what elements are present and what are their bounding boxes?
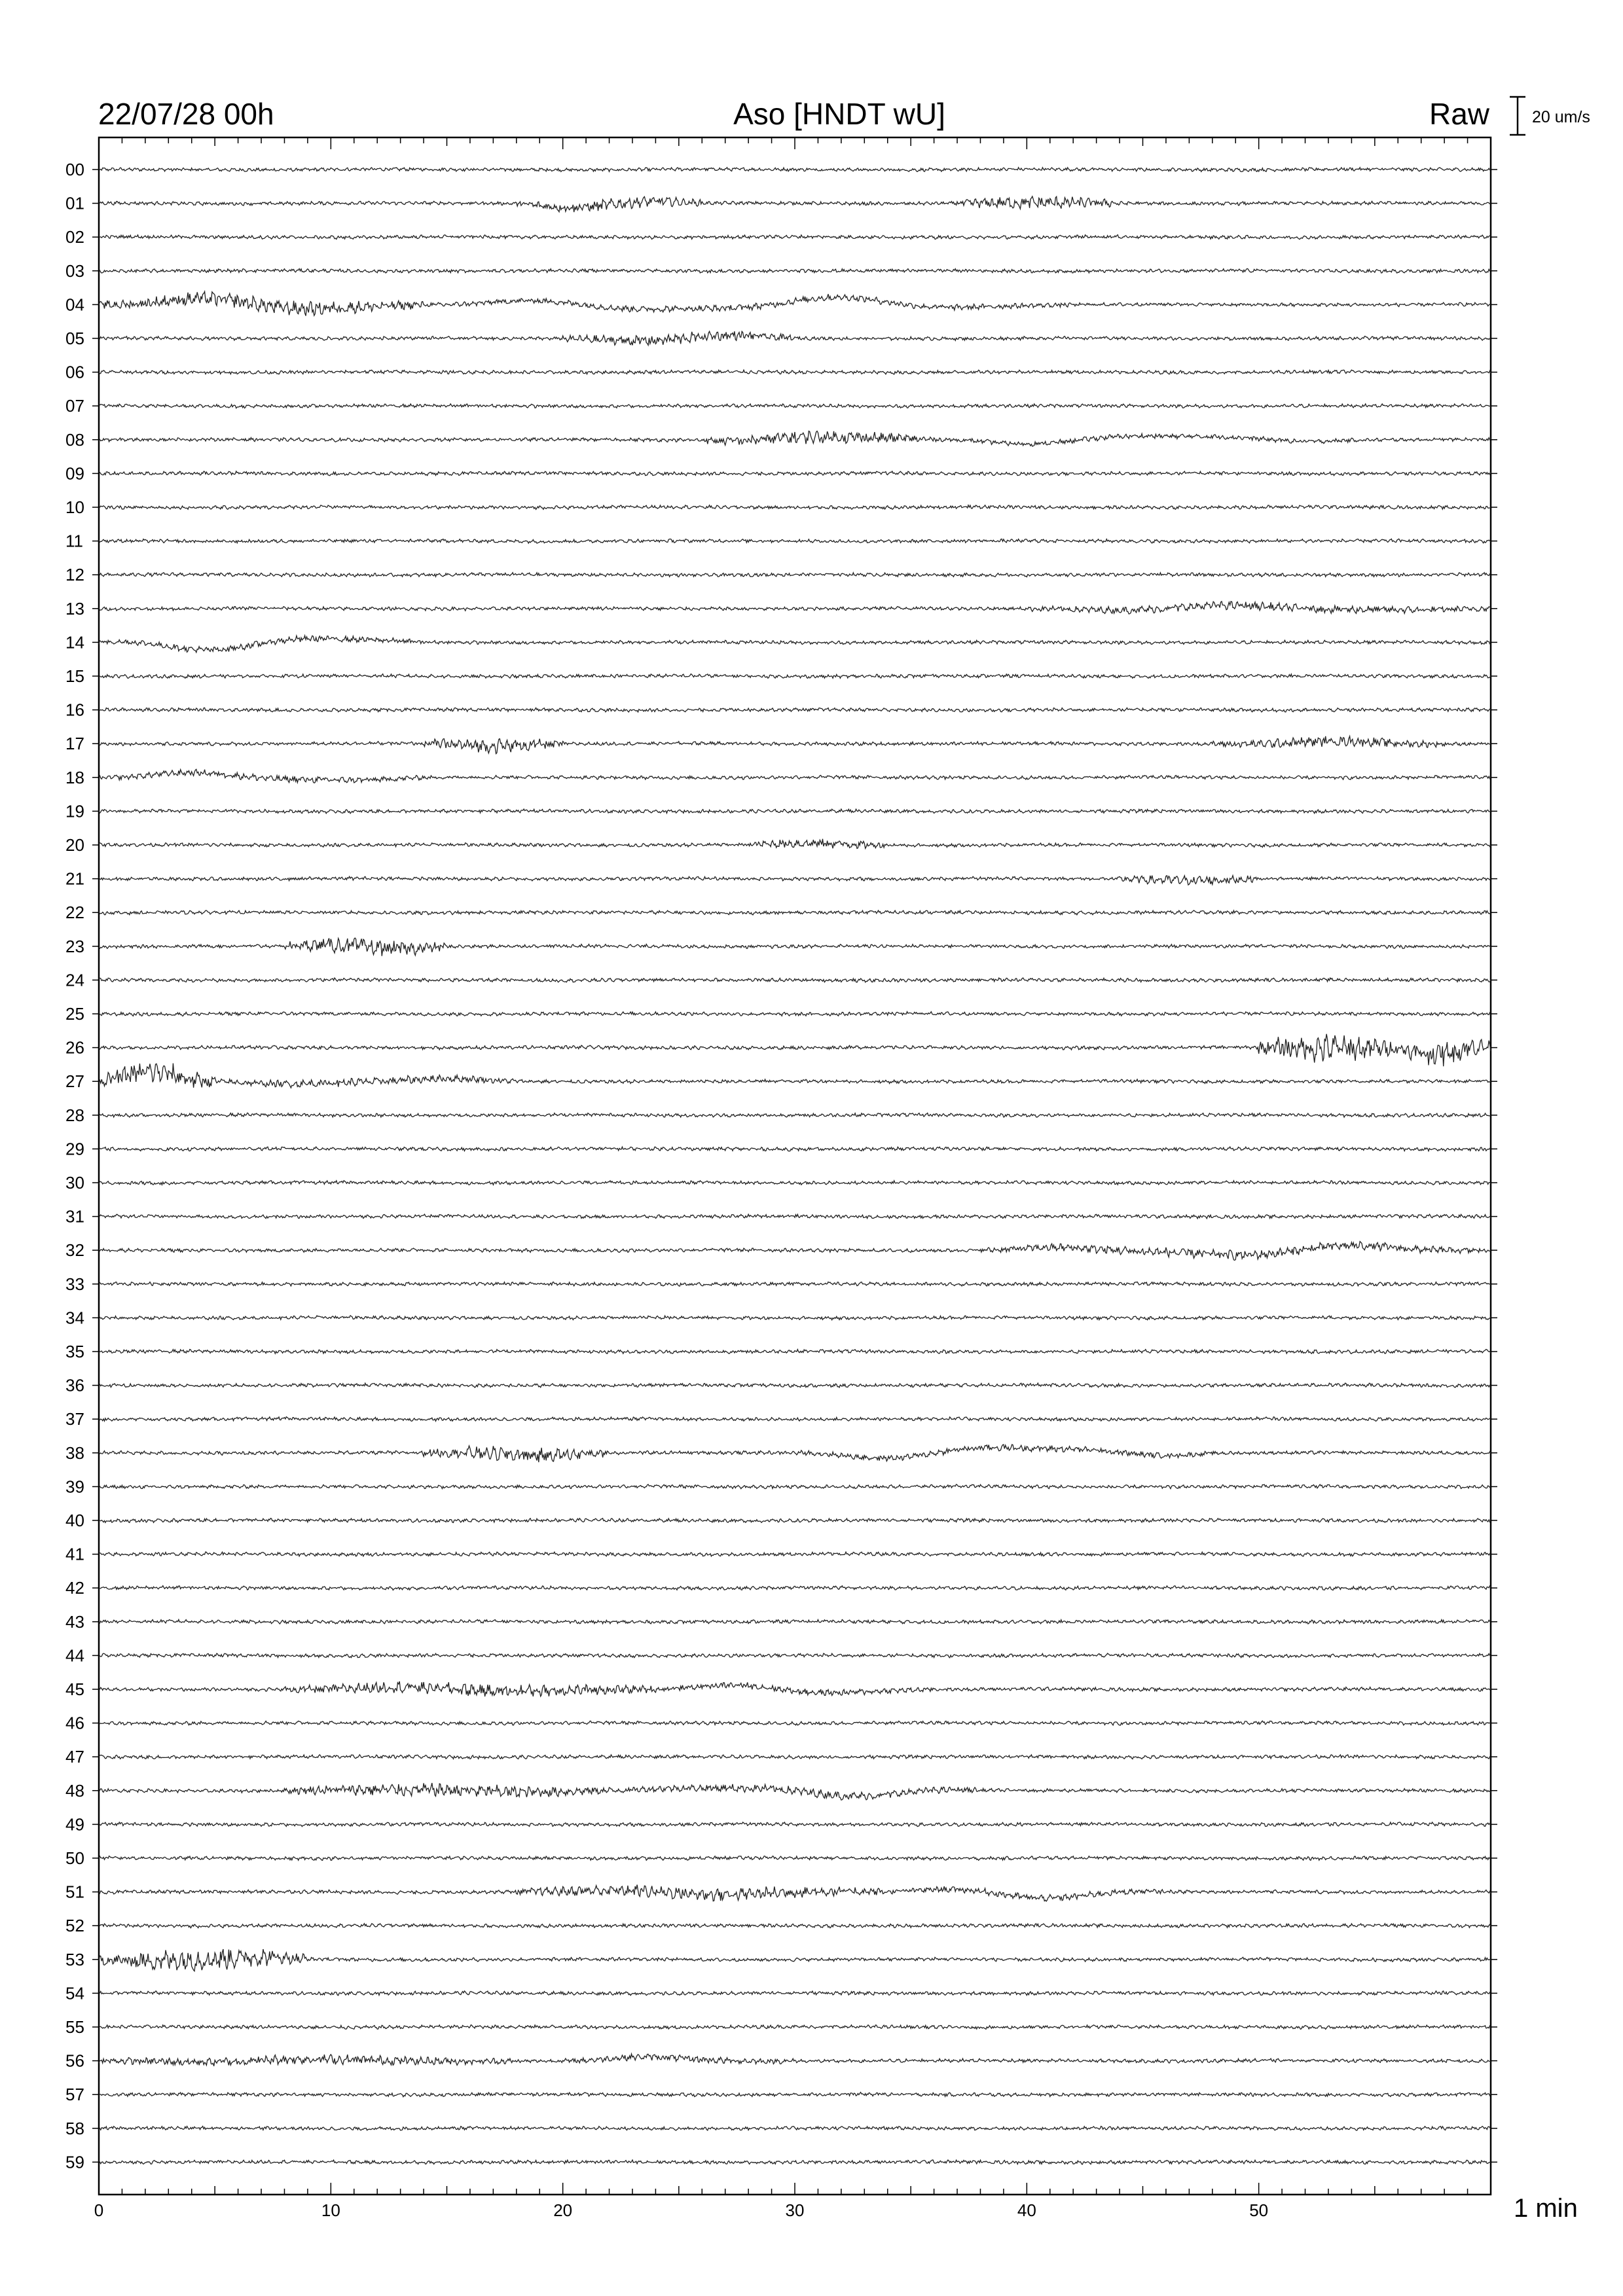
- row-label: 54: [65, 1983, 84, 2003]
- row-label: 14: [65, 632, 84, 653]
- row-label: 43: [65, 1611, 84, 1632]
- row-label: 45: [65, 1679, 84, 1699]
- row-label: 55: [65, 2017, 84, 2037]
- row-label: 56: [65, 2051, 84, 2071]
- row-label: 22: [65, 903, 84, 923]
- x-tick-label: 30: [785, 2200, 805, 2220]
- row-label: 02: [65, 227, 84, 247]
- row-label: 08: [65, 429, 84, 450]
- station-title: Aso [HNDT wU]: [733, 97, 945, 131]
- x-tick-label: 50: [1249, 2200, 1269, 2220]
- row-label: 06: [65, 362, 84, 382]
- row-label: 01: [65, 193, 84, 213]
- row-label: 17: [65, 734, 84, 754]
- row-label: 42: [65, 1578, 84, 1598]
- row-label: 59: [65, 2152, 84, 2172]
- row-label: 27: [65, 1071, 84, 1092]
- x-tick-label: 0: [94, 2200, 104, 2220]
- row-label: 52: [65, 1916, 84, 1936]
- row-label: 49: [65, 1814, 84, 1835]
- row-label: 24: [65, 970, 84, 990]
- row-label: 29: [65, 1139, 84, 1159]
- row-label: 41: [65, 1544, 84, 1564]
- row-label: 10: [65, 497, 84, 517]
- row-label: 37: [65, 1409, 84, 1429]
- x-axis-unit-label: 1 min: [1514, 2194, 1578, 2223]
- scale-label: 20 um/s: [1532, 108, 1590, 126]
- row-label: 18: [65, 767, 84, 787]
- date-hour-title: 22/07/28 00h: [98, 97, 274, 131]
- x-tick-label: 20: [553, 2200, 573, 2220]
- row-label: 46: [65, 1713, 84, 1733]
- row-label: 36: [65, 1375, 84, 1395]
- row-label: 07: [65, 396, 84, 416]
- row-label: 31: [65, 1206, 84, 1227]
- row-label: 33: [65, 1274, 84, 1294]
- row-label: 40: [65, 1511, 84, 1530]
- row-label: 16: [65, 700, 84, 720]
- x-tick-label: 40: [1017, 2200, 1036, 2220]
- row-label: 38: [65, 1443, 84, 1463]
- row-label: 15: [65, 666, 84, 686]
- row-label: 04: [65, 295, 84, 315]
- row-label: 28: [65, 1105, 84, 1125]
- row-label: 50: [65, 1848, 84, 1868]
- row-label: 19: [65, 801, 84, 821]
- row-label: 13: [65, 598, 84, 619]
- row-label: 47: [65, 1747, 84, 1767]
- row-label: 00: [65, 160, 84, 179]
- x-tick-label: 10: [321, 2200, 340, 2220]
- row-label: 58: [65, 2118, 84, 2138]
- row-label: 32: [65, 1240, 84, 1261]
- row-label: 11: [65, 531, 83, 551]
- row-label: 05: [65, 329, 84, 348]
- row-label: 09: [65, 463, 84, 484]
- row-label: 23: [65, 936, 84, 956]
- row-label: 03: [65, 260, 84, 281]
- row-label: 26: [65, 1037, 84, 1058]
- row-label: 20: [65, 835, 84, 855]
- mode-label: Raw: [1429, 97, 1489, 131]
- row-label: 25: [65, 1004, 84, 1024]
- row-label: 30: [65, 1173, 84, 1193]
- row-label: 51: [65, 1882, 84, 1902]
- row-label: 44: [65, 1645, 84, 1666]
- row-label: 35: [65, 1342, 84, 1361]
- row-label: 57: [65, 2085, 84, 2105]
- row-label: 53: [65, 1949, 84, 1969]
- row-label: 48: [65, 1780, 84, 1801]
- row-label: 12: [65, 565, 84, 585]
- row-label: 21: [65, 869, 84, 889]
- row-label: 39: [65, 1477, 84, 1497]
- row-label: 34: [65, 1308, 84, 1328]
